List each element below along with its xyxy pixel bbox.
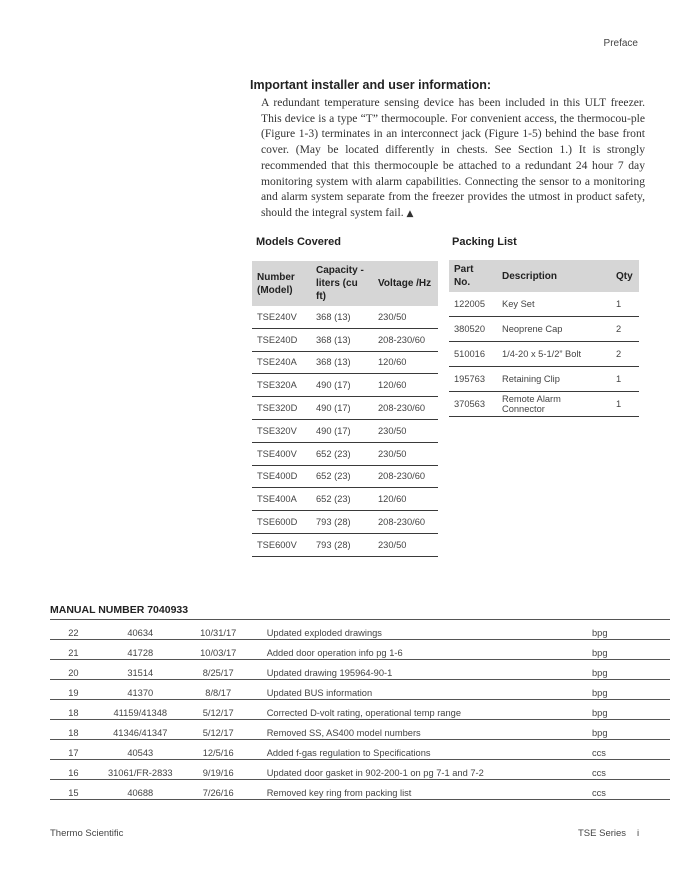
revision-change-number-cell: 40634 (97, 620, 184, 640)
model-number-cell: TSE320D (252, 397, 311, 420)
packing-part-cell: 370563 (449, 392, 497, 417)
packing-qty-cell: 2 (611, 342, 639, 367)
packing-table-body (449, 292, 639, 417)
revision-author-cell: bpg (592, 680, 670, 700)
packing-qty-cell: 1 (611, 367, 639, 392)
revision-description-cell: Updated BUS information (253, 680, 592, 700)
model-capacity-cell: 490 (17) (311, 374, 373, 397)
packing-header-description: Description (497, 260, 611, 292)
revision-description-cell: Removed key ring from packing list (253, 780, 592, 800)
packing-list-table (449, 260, 639, 417)
packing-header-row (449, 260, 639, 292)
model-number-cell: TSE600D (252, 511, 311, 534)
revision-date-cell: 8/25/17 (184, 660, 253, 680)
packing-description-cell: Retaining Clip (497, 367, 611, 392)
revision-number-cell: 22 (50, 620, 97, 640)
important-info-title: Important installer and user information: (250, 78, 491, 92)
packing-description-cell: Key Set (497, 292, 611, 317)
model-number-cell: TSE320A (252, 374, 311, 397)
model-capacity-cell: 652 (23) (311, 488, 373, 511)
model-number-cell: TSE240D (252, 328, 311, 351)
revision-number-cell: 20 (50, 660, 97, 680)
model-number-cell: TSE600V (252, 533, 311, 556)
revision-row (50, 680, 670, 700)
model-row (252, 374, 438, 397)
revision-author-cell: bpg (592, 620, 670, 640)
model-row (252, 511, 438, 534)
models-header-row (252, 261, 438, 306)
page-number: i (637, 828, 640, 839)
revision-row (50, 660, 670, 680)
models-header-capacity: Capacity - liters (cu ft) (311, 261, 373, 306)
important-info-text: A redundant temperature sensing device has been included in this ULT freezer. This device is a type “T” thermocouple. For convenient access, the thermocou-ple (Figure 1-3) terminates in an interconnect jack (Figure 1-5) behind the base front cover. (May be located differently in chests. See Section 1.) It is strongly recommended that this thermocouple be attached to a redundant 24 hour 7 day monitoring system with alarm capabilities. Connecting the sensor to a monitoring and alarm system separate from the freezer provides the utmost in product safety, should the integral system fail. (261, 96, 645, 219)
models-header-voltage: Voltage /Hz (373, 261, 438, 306)
revision-row (50, 640, 670, 660)
revision-date-cell: 9/19/16 (184, 760, 253, 780)
model-number-cell: TSE320V (252, 419, 311, 442)
revision-description-cell: Added door operation info pg 1-6 (253, 640, 592, 660)
model-voltage-cell: 230/50 (373, 442, 438, 465)
revision-author-cell: bpg (592, 640, 670, 660)
model-capacity-cell: 490 (17) (311, 419, 373, 442)
section-header-label: Preface (603, 38, 638, 49)
revision-date-cell: 5/12/17 (184, 720, 253, 740)
model-voltage-cell: 230/50 (373, 306, 438, 328)
revision-date-cell: 10/03/17 (184, 640, 253, 660)
revision-description-cell: Updated door gasket in 902-200-1 on pg 7-1 and 7-2 (253, 760, 592, 780)
model-capacity-cell: 793 (28) (311, 511, 373, 534)
revision-change-number-cell: 41728 (97, 640, 184, 660)
models-covered-title: Models Covered (256, 236, 341, 248)
revision-description-cell: Updated exploded drawings (253, 620, 592, 640)
revision-change-number-cell: 41346/41347 (97, 720, 184, 740)
revision-date-cell: 7/26/16 (184, 780, 253, 800)
revision-change-number-cell: 40688 (97, 780, 184, 800)
revision-author-cell: bpg (592, 720, 670, 740)
packing-header-part: Part No. (449, 260, 497, 292)
revision-date-cell: 8/8/17 (184, 680, 253, 700)
model-capacity-cell: 652 (23) (311, 465, 373, 488)
packing-row (449, 392, 639, 417)
models-covered-table (252, 261, 438, 557)
model-number-cell: TSE400V (252, 442, 311, 465)
model-capacity-cell: 652 (23) (311, 442, 373, 465)
model-voltage-cell: 208-230/60 (373, 511, 438, 534)
revision-date-cell: 12/5/16 (184, 740, 253, 760)
model-voltage-cell: 120/60 (373, 374, 438, 397)
revision-author-cell: ccs (592, 780, 670, 800)
model-number-cell: TSE240A (252, 351, 311, 374)
packing-part-cell: 122005 (449, 292, 497, 317)
revision-description-cell: Updated drawing 195964-90-1 (253, 660, 592, 680)
revision-change-number-cell: 31514 (97, 660, 184, 680)
packing-part-cell: 380520 (449, 317, 497, 342)
model-capacity-cell: 368 (13) (311, 306, 373, 328)
revision-date-cell: 10/31/17 (184, 620, 253, 640)
end-of-section-triangle-icon: ▲ (406, 208, 414, 219)
model-row (252, 328, 438, 351)
revision-author-cell: ccs (592, 760, 670, 780)
revision-row (50, 700, 670, 720)
packing-qty-cell: 2 (611, 317, 639, 342)
revision-row (50, 720, 670, 740)
revision-history-table (50, 619, 670, 800)
packing-qty-cell: 1 (611, 392, 639, 417)
model-voltage-cell: 230/50 (373, 419, 438, 442)
revision-number-cell: 16 (50, 760, 97, 780)
manual-number-title: MANUAL NUMBER 7040933 (50, 604, 189, 616)
packing-description-cell: 1/4-20 x 5-1/2” Bolt (497, 342, 611, 367)
model-row (252, 488, 438, 511)
important-info-body (261, 95, 645, 223)
packing-description-cell: Remote Alarm Connector (497, 392, 611, 417)
packing-row (449, 342, 639, 367)
revision-table-body (50, 620, 670, 800)
packing-row (449, 317, 639, 342)
model-capacity-cell: 490 (17) (311, 397, 373, 420)
revision-change-number-cell: 41370 (97, 680, 184, 700)
revision-number-cell: 18 (50, 700, 97, 720)
model-voltage-cell: 120/60 (373, 488, 438, 511)
packing-part-cell: 195763 (449, 367, 497, 392)
revision-author-cell: bpg (592, 660, 670, 680)
model-capacity-cell: 368 (13) (311, 328, 373, 351)
model-row (252, 465, 438, 488)
packing-row (449, 292, 639, 317)
model-row (252, 351, 438, 374)
revision-number-cell: 18 (50, 720, 97, 740)
packing-part-cell: 510016 (449, 342, 497, 367)
revision-description-cell: Corrected D-volt rating, operational temp range (253, 700, 592, 720)
model-voltage-cell: 208-230/60 (373, 328, 438, 351)
packing-row (449, 367, 639, 392)
model-row (252, 442, 438, 465)
model-row (252, 306, 438, 328)
model-voltage-cell: 208-230/60 (373, 397, 438, 420)
model-row (252, 397, 438, 420)
packing-list-title: Packing List (452, 236, 517, 248)
revision-row (50, 760, 670, 780)
model-capacity-cell: 368 (13) (311, 351, 373, 374)
packing-description-cell: Neoprene Cap (497, 317, 611, 342)
revision-number-cell: 15 (50, 780, 97, 800)
revision-number-cell: 19 (50, 680, 97, 700)
revision-change-number-cell: 31061/FR-2833 (97, 760, 184, 780)
model-number-cell: TSE400A (252, 488, 311, 511)
model-row (252, 419, 438, 442)
models-table-body (252, 306, 438, 556)
model-number-cell: TSE400D (252, 465, 311, 488)
revision-author-cell: ccs (592, 740, 670, 760)
revision-number-cell: 21 (50, 640, 97, 660)
revision-date-cell: 5/12/17 (184, 700, 253, 720)
packing-header-qty: Qty (611, 260, 639, 292)
model-voltage-cell: 208-230/60 (373, 465, 438, 488)
revision-number-cell: 17 (50, 740, 97, 760)
important-info-section (250, 78, 645, 223)
revision-description-cell: Removed SS, AS400 model numbers (253, 720, 592, 740)
revision-row (50, 620, 670, 640)
models-header-number: Number (Model) (252, 261, 311, 306)
revision-row (50, 740, 670, 760)
model-capacity-cell: 793 (28) (311, 533, 373, 556)
revision-description-cell: Added f-gas regulation to Specifications (253, 740, 592, 760)
model-voltage-cell: 230/50 (373, 533, 438, 556)
model-row (252, 533, 438, 556)
model-number-cell: TSE240V (252, 306, 311, 328)
revision-row (50, 780, 670, 800)
footer-series: TSE Series (578, 828, 627, 839)
revision-author-cell: bpg (592, 700, 670, 720)
revision-change-number-cell: 40543 (97, 740, 184, 760)
packing-qty-cell: 1 (611, 292, 639, 317)
footer-brand: Thermo Scientific (50, 828, 124, 839)
revision-change-number-cell: 41159/41348 (97, 700, 184, 720)
model-voltage-cell: 120/60 (373, 351, 438, 374)
